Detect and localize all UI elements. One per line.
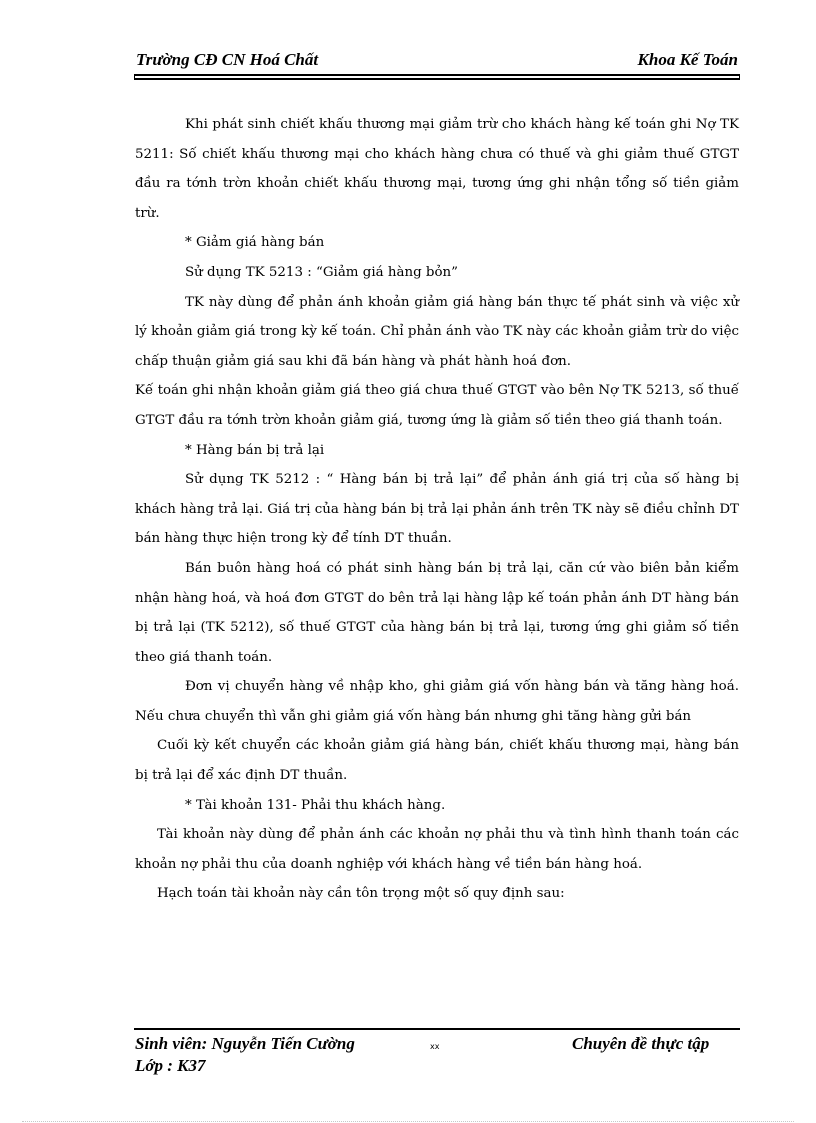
heading-account-131: * Tài khoản 131- Phải thu khách hàng. bbox=[185, 797, 446, 813]
school-name: Trường CĐ CN Hoá Chất bbox=[136, 50, 319, 69]
paragraph-period-end: Cuối kỳ kết chuyển các khoản giảm giá hàng bán, chiết khấu thương mại, hàng bán bị trả lại để xác định DT thuần. bbox=[135, 738, 739, 784]
department-name: Khoa Kế Toán bbox=[637, 50, 738, 69]
page-bottom-edge bbox=[22, 1121, 794, 1122]
paragraph-tk5212-usage: Sử dụng TK 5212 : “ Hàng bán bị trả lại” để phản ánh giá trị của số hàng bị khách hàng trả lại. Giá trị của hàng bán bị trả lại phản ánh trên TK này sẽ điều chỉnh DT bán hàng thực hiện trong kỳ để tính DT thuần. bbox=[135, 472, 739, 547]
paragraph-wholesale-returns: Bán buôn hàng hoá có phát sinh hàng bán bị trả lại, căn cứ vào biên bản kiểm nhận hàng hoá, và hoá đơn GTGT do bên trả lại hàng lập kế toán phản ánh DT hàng bán bị trả lại (TK 5212), số thuế GTGT của hàng bán bị trả lại, tương ứng ghi giảm số tiền theo giá thanh toán. bbox=[135, 560, 739, 665]
paragraph-account-131-purpose: Tài khoản này dùng để phản ánh các khoản nợ phải thu và tình hình thanh toán các khoản nợ phải thu của doanh nghiệp với khách hàng về tiền bán hàng hoá. bbox=[135, 827, 739, 872]
report-topic: Chuyên đề thực tập bbox=[572, 1034, 710, 1053]
paragraph-tk5213-usage: Sử dụng TK 5213 : “Giảm giá hàng bỏn” bbox=[185, 264, 459, 280]
paragraph-account-131-rules: Hạch toán tài khoản này cần tôn trọng một số quy định sau: bbox=[157, 886, 565, 902]
paragraph-allowance-recording: Kế toán ghi nhận khoản giảm giá theo giá chưa thuế GTGT vào bên Nợ TK 5213, số thuế GTGT đầu ra tớnh trờn khoản giảm giá, tương ứng là giảm số tiền theo giá thanh toán. bbox=[135, 383, 739, 428]
footer-divider bbox=[134, 1028, 740, 1030]
class-name: Lớp : K37 bbox=[135, 1056, 206, 1075]
paragraph-trade-discount: Khi phát sinh chiết khấu thương mại giảm trừ cho khách hàng kế toán ghi Nợ TK 5211: Số chiết khấu thương mại cho khách hàng chưa có thuế và ghi giảm thuế GTGT đầu ra tớnh trờn khoản chiết khấu thương mại, tương ứng ghi nhận tổng số tiền giảm trừ. bbox=[135, 117, 739, 221]
student-name: Sinh viên: Nguyễn Tiến Cường bbox=[135, 1034, 355, 1053]
heading-sales-returns: * Hàng bán bị trả lại bbox=[185, 442, 325, 458]
page-number: xx bbox=[430, 1042, 440, 1051]
heading-sales-allowance: * Giảm giá hàng bán bbox=[185, 235, 325, 251]
paragraph-inventory-return: Đơn vị chuyển hàng về nhập kho, ghi giảm giá vốn hàng bán và tăng hàng hoá. Nếu chưa chuyển thì vẫn ghi giảm giá vốn hàng bán nhưng ghi tăng hàng gửi bán bbox=[135, 679, 739, 724]
page-header bbox=[134, 46, 740, 76]
document-body bbox=[135, 110, 739, 909]
paragraph-tk5213-purpose: TK này dùng để phản ánh khoản giảm giá hàng bán thực tế phát sinh và việc xử lý khoản giảm giá trong kỳ kế toán. Chỉ phản ánh vào TK này các khoản giảm trừ do việc chấp thuận giảm giá sau khi đã bán hàng và phát hành hoá đơn. bbox=[135, 294, 739, 369]
